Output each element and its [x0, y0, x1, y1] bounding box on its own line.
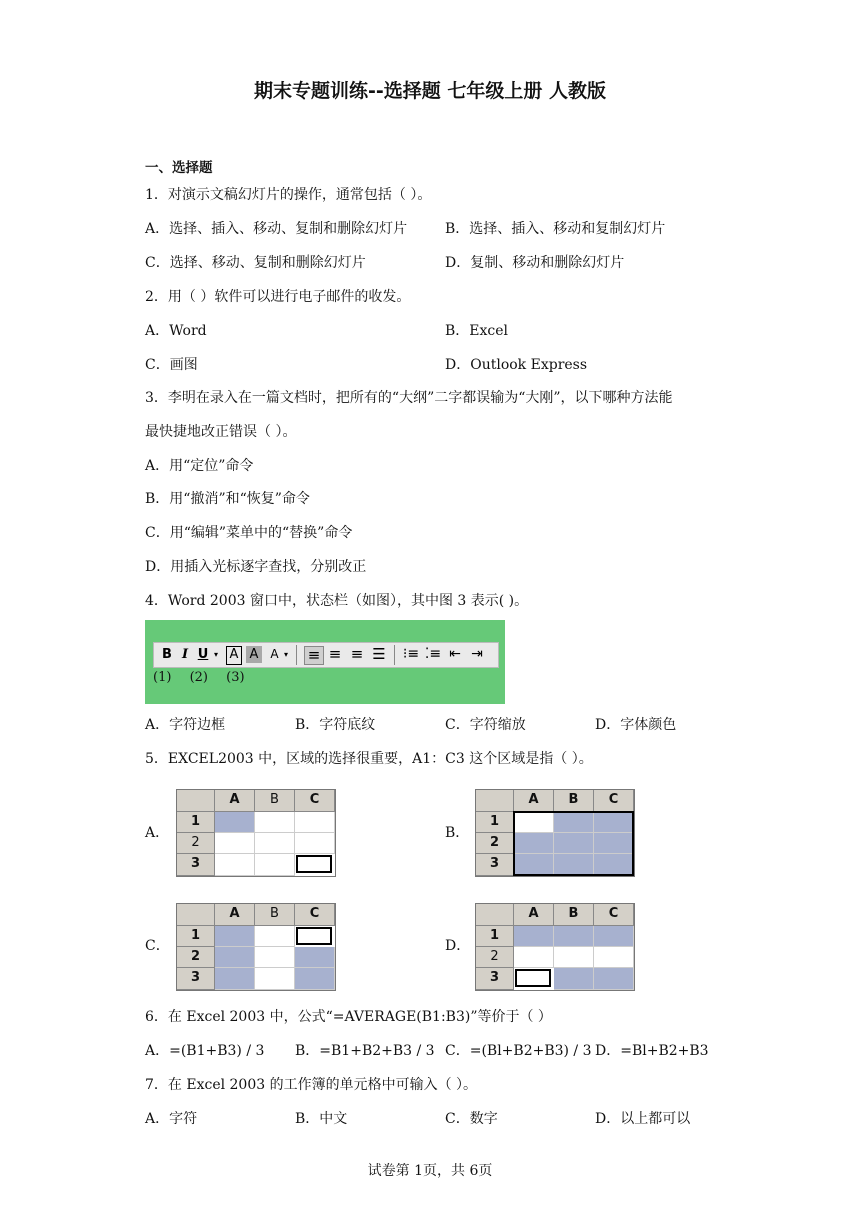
char-scale-button: A [270, 647, 278, 661]
q5-grid-c [176, 903, 336, 991]
q2-option-b: B．Excel [445, 323, 509, 339]
align-center-icon: ≡ [328, 645, 342, 663]
cell-b3 [255, 854, 295, 876]
q3-stem-line2: 最快捷地改正错误（ ）。 [145, 424, 297, 440]
q4-option-d: D．字体颜色 [595, 717, 677, 733]
row-header: 3 [177, 968, 215, 990]
bullet-list-icon: ⁚≡ [424, 646, 442, 662]
q5-option-a-label: A． [145, 825, 170, 841]
q1-option-a: A．选择、插入、移动、复制和删除幻灯片 [145, 221, 408, 237]
cell-b3 [554, 968, 594, 990]
q6-option-b: B．=B1+B2+B3 / 3 [295, 1043, 435, 1059]
cell-c1 [295, 812, 335, 833]
callout-label-3: (3) [226, 670, 245, 685]
q6-option-d: D．=Bl+B2+B3 [595, 1043, 709, 1059]
row-header: 2 [177, 947, 215, 968]
cell-b1 [554, 926, 594, 947]
col-header: A [215, 790, 255, 812]
section-heading: 一、选择题 [145, 160, 213, 176]
char-border-button: A [226, 646, 242, 665]
cell-b2 [255, 947, 295, 968]
cell-a2 [215, 947, 255, 968]
col-header: C [594, 904, 634, 926]
q2-option-a: A．Word [145, 323, 207, 339]
q5-option-d-label: D． [445, 938, 471, 954]
cell-c2 [295, 947, 335, 968]
cell-c2 [594, 947, 634, 968]
q7-option-c: C．数字 [445, 1111, 498, 1127]
row-header: 1 [476, 812, 514, 833]
q3-option-b: B．用“撤消”和“恢复”命令 [145, 491, 310, 507]
q3-stem-line1: 3．李明在录入在一篇文档时，把所有的“大纲”二字都误输为“大刚”，以下哪种方法能 [145, 390, 673, 406]
grid-corner [476, 790, 514, 812]
row-header: 3 [476, 968, 514, 990]
grid-corner [177, 904, 215, 926]
q5-option-c-label: C． [145, 938, 170, 954]
q6-option-a: A．=(B1+B3) / 3 [145, 1043, 265, 1059]
bold-button: B [162, 647, 172, 662]
scale-dropdown-icon: ▾ [283, 650, 288, 659]
row-header: 2 [476, 947, 514, 968]
q1-option-d: D．复制、移动和删除幻灯片 [445, 255, 625, 271]
cell-c3 [594, 968, 634, 990]
col-header: B [255, 904, 295, 926]
q7-option-d: D．以上都可以 [595, 1111, 691, 1127]
q6-stem: 6．在 Excel 2003 中，公式“=AVERAGE(B1:B3)”等价于（ ） [145, 1009, 552, 1025]
q7-option-b: B．中文 [295, 1111, 348, 1127]
row-header: 2 [476, 833, 514, 854]
align-distributed-icon: ☰ [372, 645, 386, 663]
col-header: B [554, 904, 594, 926]
q5-grid-d [475, 903, 635, 991]
col-header: C [295, 790, 335, 812]
col-header: B [255, 790, 295, 812]
q3-option-c: C．用“编辑”菜单中的“替换”命令 [145, 525, 353, 541]
numbered-list-icon: ⁝≡ [402, 646, 420, 662]
q3-option-d: D．用插入光标逐字查找，分别改正 [145, 559, 367, 575]
cell-a1 [215, 812, 255, 833]
q5-grid-a [176, 789, 336, 877]
row-header: 2 [177, 833, 215, 854]
q4-option-c: C．字符缩放 [445, 717, 526, 733]
q7-option-a: A．字符 [145, 1111, 198, 1127]
q7-stem: 7．在 Excel 2003 的工作簿的单元格中可输入（ ）。 [145, 1077, 478, 1093]
underline-button: U [197, 647, 209, 662]
q4-option-a: A．字符边框 [145, 717, 226, 733]
q1-option-c: C．选择、移动、复制和删除幻灯片 [145, 255, 366, 271]
grid-corner [177, 790, 215, 812]
q2-option-c: C．画图 [145, 357, 198, 373]
cell-b1 [255, 926, 295, 947]
grid-corner [476, 904, 514, 926]
q2-stem: 2．用（ ）软件可以进行电子邮件的收发。 [145, 289, 411, 305]
col-header: C [594, 790, 634, 812]
cell-b2 [554, 947, 594, 968]
cell-a1 [514, 926, 554, 947]
toolbar-separator [296, 645, 297, 665]
col-header: C [295, 904, 335, 926]
col-header: A [514, 790, 554, 812]
q1-option-b: B．选择、插入、移动和复制幻灯片 [445, 221, 666, 237]
cell-a3 [515, 969, 551, 987]
row-header: 1 [177, 926, 215, 947]
cell-c2 [295, 833, 335, 854]
cell-c3 [296, 855, 332, 873]
row-header: 3 [177, 854, 215, 876]
page-title: 期末专题训练--选择题 七年级上册 人教版 [253, 80, 606, 102]
q5-stem: 5．EXCEL2003 中，区域的选择很重要，A1：C3 这个区域是指（ ）。 [145, 751, 593, 767]
decrease-indent-icon: ⇤ [449, 646, 461, 662]
q1-stem: 1．对演示文稿幻灯片的操作，通常包括（ ）。 [145, 187, 432, 203]
col-header: A [215, 904, 255, 926]
range-outline [513, 811, 634, 876]
page-footer: 试卷第 1页，共 6页 [367, 1163, 493, 1179]
toolbar-strip [153, 642, 499, 668]
formatting-toolbar-image [145, 620, 505, 704]
cell-a1 [215, 926, 255, 947]
q4-option-b: B．字符底纹 [295, 717, 376, 733]
cell-c1 [594, 926, 634, 947]
increase-indent-icon: ⇥ [471, 646, 483, 662]
q4-stem: 4．Word 2003 窗口中，状态栏（如图），其中图 3 表示( )。 [145, 593, 529, 609]
align-right-icon: ≡ [350, 645, 364, 663]
toolbar-callout-labels [153, 670, 259, 685]
q6-option-c: C．=(Bl+B2+B3) / 3 [445, 1043, 592, 1059]
cell-b1 [255, 812, 295, 833]
cell-c3 [295, 968, 335, 990]
q5-grid-b [475, 789, 635, 877]
cell-b2 [255, 833, 295, 854]
cell-a2 [514, 947, 554, 968]
row-header: 1 [476, 926, 514, 947]
q3-option-a: A．用“定位”命令 [145, 458, 254, 474]
q5-option-b-label: B． [445, 825, 470, 841]
cell-a2 [215, 833, 255, 854]
col-header: B [554, 790, 594, 812]
col-header: A [514, 904, 554, 926]
underline-dropdown-icon: ▾ [213, 650, 218, 659]
callout-label-2: (2) [189, 670, 208, 685]
char-shading-button: A [246, 646, 262, 663]
row-header: 3 [476, 854, 514, 876]
q2-option-d: D．Outlook Express [445, 357, 588, 373]
row-header: 1 [177, 812, 215, 833]
align-justify-icon: ≡ [304, 646, 324, 665]
cell-a3 [215, 968, 255, 990]
cell-a3 [215, 854, 255, 876]
cell-c1 [296, 927, 332, 945]
callout-label-1: (1) [153, 670, 172, 685]
cell-b3 [255, 968, 295, 990]
italic-button: I [181, 647, 189, 662]
toolbar-separator [394, 645, 395, 665]
